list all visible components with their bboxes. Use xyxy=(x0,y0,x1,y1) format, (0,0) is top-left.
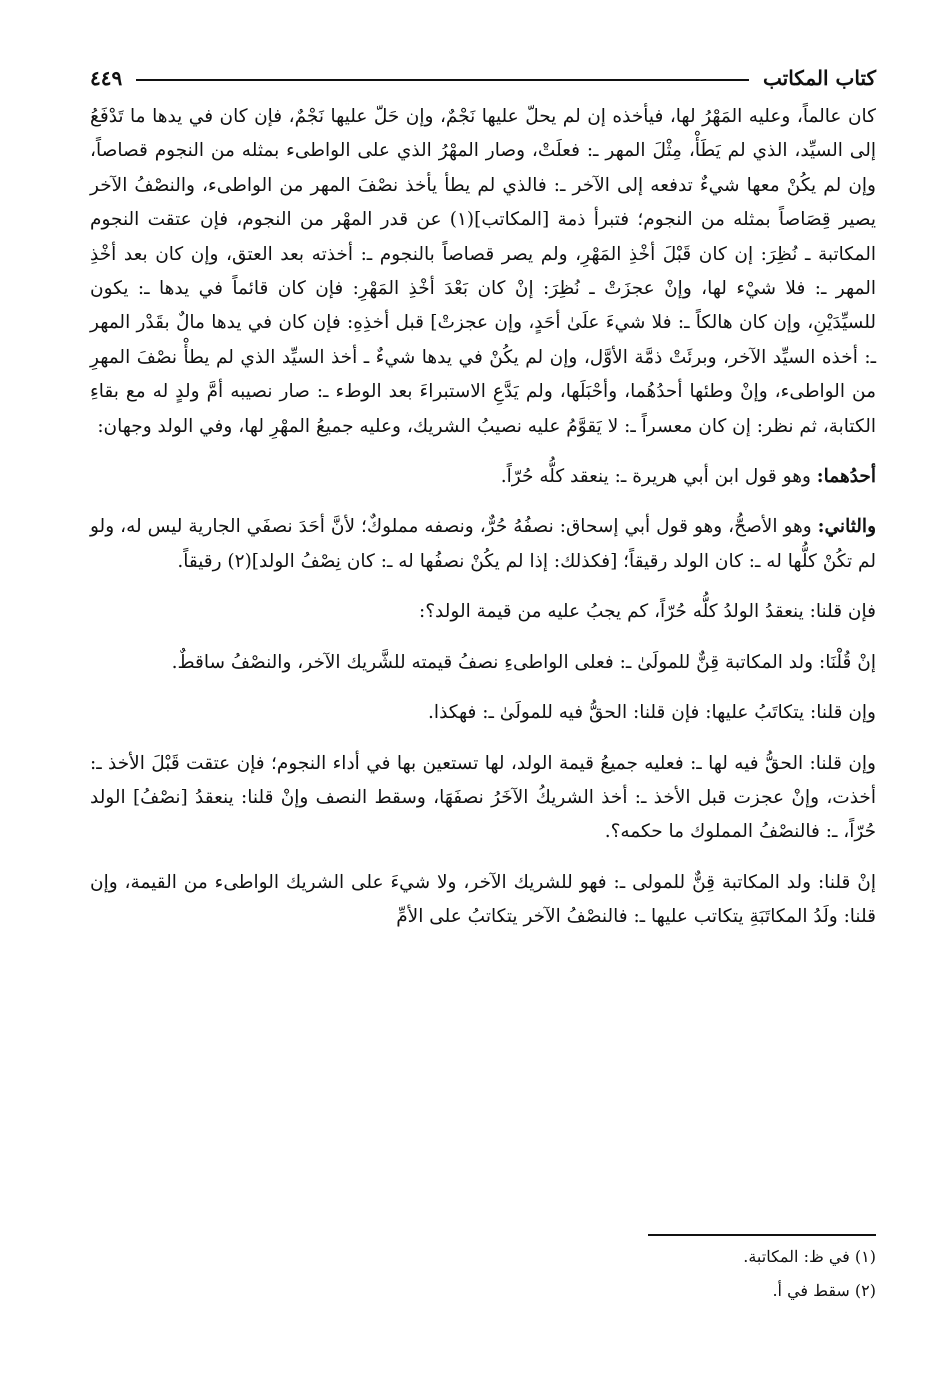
paragraph-text: وإن قلنا: يتكاتَبُ عليها: فإن قلنا: الحقُّ فيه للمولَىٰ ـ: فهكذا. xyxy=(428,702,876,724)
paragraph xyxy=(90,696,876,730)
footnotes xyxy=(90,1234,876,1308)
page-number: ٤٤٩ xyxy=(90,66,123,90)
paragraph-text: إنْ قُلْنَا: ولد المكاتبة قِنٌّ للمولَىٰ ـ: فعلى الواطىءِ نصفُ قيمته للشَّريك الآخر، والنصْفُ ساقطٌ. xyxy=(171,651,876,673)
header-rule xyxy=(136,79,749,81)
paragraph-text: وهو الأصحُّ، وهو قول أبي إسحاق: نصفُهُ حُرٌّ، ونصفه مملوكٌ؛ لأنَّ أحَدَ نصفَي الجارية ليس له، ولو لم تكُنْ كلُّها له ـ: كان الولد رقيقاً؛ [فكذلك: إذا لم يكُنْ نصفُها له ـ: كان نِصْفُ الولد](٢) رقيقاً. xyxy=(90,516,876,572)
page xyxy=(90,58,876,935)
paragraph xyxy=(90,100,876,444)
paragraph-lead: والثاني: xyxy=(817,516,876,538)
paragraph xyxy=(90,866,876,935)
chapter-title: كتاب المكاتب xyxy=(763,66,876,90)
running-header xyxy=(90,58,876,98)
paragraph xyxy=(90,646,876,680)
paragraph-lead: أحدُهما: xyxy=(816,466,876,488)
paragraph-text: إنْ قلنا: ولد المكاتبة قِنٌّ للمولى ـ: فهو للشريك الآخر، ولا شيءَ على الشريك الواطىء من القيمة، وإن قلنا: ولَدُ المكاتَبَةِ يتكاتب عليها ـ: فالنصْفُ الآخر يتكاتبُ على الأمِّ xyxy=(90,871,876,928)
paragraph-text: فإن قلنا: ينعقدُ الولدُ كلُّه حُرّاً، كم يجبُ عليه من قيمة الولد؟: xyxy=(419,601,876,623)
paragraph xyxy=(90,460,876,494)
footnote-rule xyxy=(648,1234,876,1236)
footnote: (٢) سقط في أ. xyxy=(772,1281,876,1300)
paragraph xyxy=(90,595,876,629)
paragraph-text: وهو قول ابن أبي هريرة ـ: ينعقد كلُّه حُرّاً. xyxy=(500,466,817,488)
main-text xyxy=(90,100,876,935)
footnote: (١) في ظ: المكاتبة. xyxy=(743,1247,876,1266)
paragraph xyxy=(90,747,876,850)
paragraph-text: وإن قلنا: الحقُّ فيه لها ـ: فعليه جميعُ قيمة الولد، لها تستعين بها في أداء النجوم؛ فإن عتقت قَبْلَ الأخذ ـ: أخذت، وإنْ عجزت قبل الأخذ ـ: أخذ الشريكُ الآخَرُ نصفَهَا، وسقط النصف وإنْ قلنا: ينعقدُ [نصْفُ] الولد حُرّاً، ـ: فالنصْفُ المملوك ما حكمه؟. xyxy=(90,752,876,843)
paragraph-text: كان عالماً، وعليه المَهْرُ لها، فيأخذه إن لم يحلّ عليها نَجْمٌ، وإن حَلّ عليها نَجْمٌ، فإن كان في يدها ما تَدْفَعُ إلى السيِّد، الذي لم يَطَأْ، مِثْلَ المهر ـ: فعلَتْ، وصار المهْرُ الذي على الواطىء بمثله من النجوم قصاصاً، وإن لم يكُنْ معها شيءٌ تدفعه إلى الآخر ـ: فالذي لم يطأ يأخذ نصْفَ المهر من الواطىء، والنصْفُ الآخر يصير قِصَاصاً بمثله من النجوم؛ فتبرأ ذمة [المكاتب](١) عن قدر المهْر من النجوم، فإن عتقت النجوم المكاتبة ـ نُظِرَ: إن كان قَبْلَ أخْذِ المَهْرِ، ولم يصر قصاصاً بالنجوم ـ: أخذته بعد العتق، وإن كان بعد أخْذِ المهر ـ: فلا شيْء لها، وإنْ عجزَتْ ـ نُظِرَ: إنْ كان بَعْدَ أخْذِ المَهْرِ: فإن كان قائماً في يدها ـ: يكون للسيِّدَيْنِ، وإن كان هالكاً ـ: فلا شيءَ علَىٰ أحَدٍ، وإن عجزتْ] قبل أخذِهِ: فإن كان في يدها مالٌ بقَدْر المهر ـ: أخذه السيِّد الآخر، وبرئَتْ ذمَّة الأوَّل، وإن لم يكُنْ في يدها شيءٌ ـ أخذ السيِّد الذي لم يطأْ نصْفَ المهرِ من الواطىء، وإنْ وطئها أحدُهُما، وأحْبَلَها، ولم يَدَّعِ الاستبراءَ بعد الوطء ـ: صار نصيبه أمَّ ولدٍ له مع بقاءِ الكتابة، ثم نظر: إن كان معسراً ـ: لا يَقوَّمُ عليه نصيبُ الشريك، وعليه جميعُ المهْرِ لها، وفي الولد وجهان: xyxy=(90,106,876,437)
paragraph xyxy=(90,510,876,579)
